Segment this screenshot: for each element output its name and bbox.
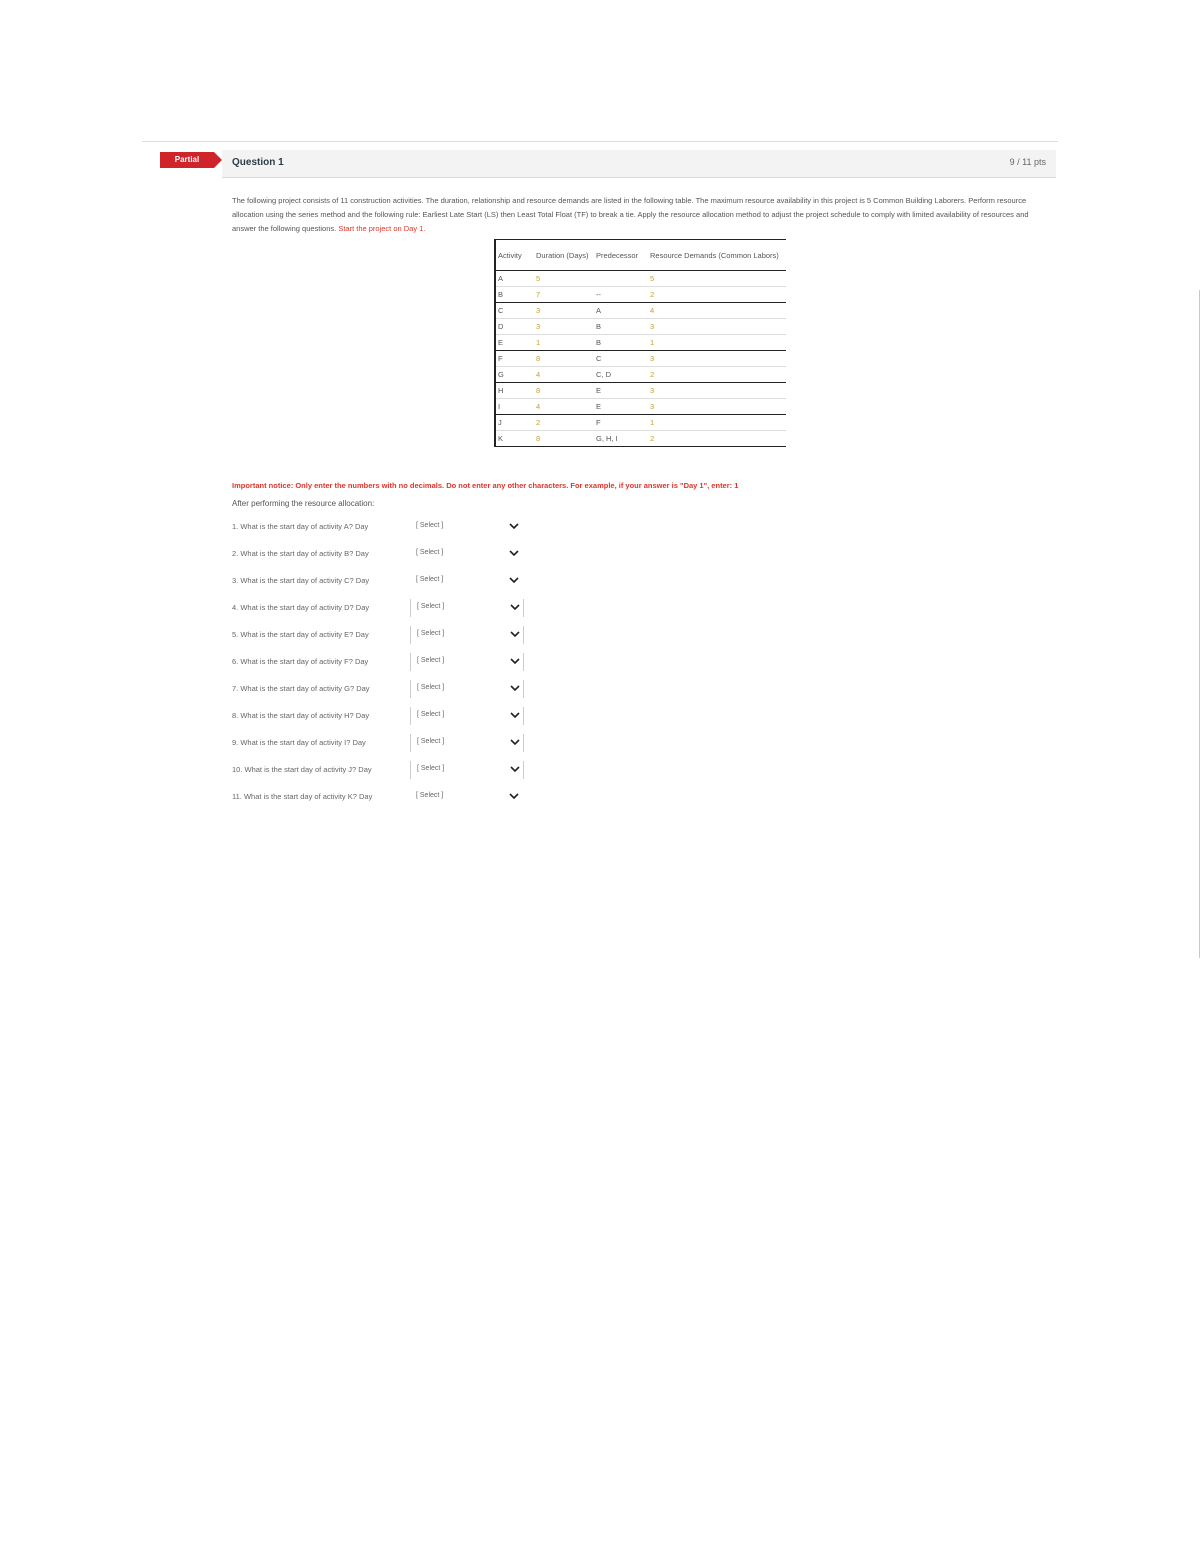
intro-highlight: Start the project on Day 1. (338, 224, 426, 233)
cell-duration: 8 (534, 431, 594, 447)
question-points: 9 / 11 pts (1009, 157, 1046, 167)
chevron-down-icon (508, 521, 520, 531)
cell-duration: 1 (534, 335, 594, 351)
cell-activity: B (495, 287, 534, 303)
chevron-down-icon (508, 791, 520, 801)
select-placeholder: [ Select ] (417, 603, 445, 610)
cell-resource: 2 (648, 431, 786, 447)
question-label: 5. What is the start day of activity E? Day (232, 630, 369, 639)
question-row (232, 761, 532, 781)
question-label: 6. What is the start day of activity F? Day (232, 657, 369, 666)
start-day-select[interactable] (410, 518, 522, 536)
question-label: 10. What is the start day of activity J? Day (232, 765, 372, 774)
question-body (232, 194, 1044, 801)
table-row (495, 303, 786, 319)
cell-duration: 2 (534, 415, 594, 431)
select-placeholder: [ Select ] (417, 630, 445, 637)
select-placeholder: [ Select ] (416, 522, 444, 529)
cell-predecessor: A (594, 303, 648, 319)
cell-predecessor: B (594, 319, 648, 335)
start-day-select[interactable] (410, 788, 522, 806)
question-row (232, 518, 532, 538)
header-resource: Resource Demands (Common Labors) (648, 240, 786, 271)
chevron-down-icon (509, 764, 521, 774)
question-row (232, 599, 532, 619)
question-header (222, 150, 1056, 178)
cell-predecessor: B (594, 335, 648, 351)
cell-duration: 8 (534, 383, 594, 399)
cell-resource: 4 (648, 303, 786, 319)
chevron-down-icon (508, 548, 520, 558)
cell-duration: 3 (534, 303, 594, 319)
question-label: 9. What is the start day of activity I? Day (232, 738, 366, 747)
table-row (495, 287, 786, 303)
cell-predecessor: E (594, 383, 648, 399)
cell-duration: 4 (534, 367, 594, 383)
cell-resource: 1 (648, 335, 786, 351)
question-intro (232, 194, 1044, 236)
cell-activity: G (495, 367, 534, 383)
start-day-select[interactable] (410, 761, 524, 779)
cell-activity: F (495, 351, 534, 367)
header-duration: Duration (Days) (534, 240, 594, 271)
question-title: Question 1 (232, 157, 284, 168)
cell-resource: 5 (648, 271, 786, 287)
select-placeholder: [ Select ] (416, 576, 444, 583)
cell-predecessor: E (594, 399, 648, 415)
cell-predecessor (594, 271, 648, 287)
select-placeholder: [ Select ] (416, 792, 444, 799)
table-row (495, 271, 786, 287)
cell-duration: 3 (534, 319, 594, 335)
table-row (495, 335, 786, 351)
cell-activity: A (495, 271, 534, 287)
select-placeholder: [ Select ] (417, 711, 445, 718)
table-row (495, 431, 786, 447)
question-row (232, 545, 532, 565)
question-row (232, 707, 532, 727)
table-header-row (495, 240, 786, 271)
cell-resource: 1 (648, 415, 786, 431)
question-row (232, 788, 532, 808)
select-placeholder: [ Select ] (417, 657, 445, 664)
partial-badge: Partial (160, 152, 214, 168)
after-allocation-label: After performing the resource allocation: (232, 499, 375, 508)
intro-text: The following project consists of 11 construction activities. The duration, relationship and resource demands are listed in the following table. The maximum resource availability in this project is 5 Common Building Laborers. Perform resource allocation using the series method and the following rule: Earliest Late Start (LS) then Least Total Float (TF) to break a tie. Apply the resource allocation method to adjust the project schedule to comply with limited availability of resources and answer the following questions. (232, 196, 1029, 233)
table-row (495, 319, 786, 335)
question-label: 11. What is the start day of activity K? Day (232, 792, 373, 801)
cell-activity: H (495, 383, 534, 399)
table-row (495, 351, 786, 367)
cell-activity: I (495, 399, 534, 415)
cell-activity: K (495, 431, 534, 447)
chevron-down-icon (509, 656, 521, 666)
table-row (495, 383, 786, 399)
chevron-down-icon (509, 737, 521, 747)
quiz-question-card (142, 141, 1058, 817)
table-row (495, 399, 786, 415)
question-row (232, 572, 532, 592)
question-label: 4. What is the start day of activity D? Day (232, 603, 370, 612)
table-row (495, 415, 786, 431)
start-day-select[interactable] (410, 599, 524, 617)
question-label: 2. What is the start day of activity B? Day (232, 549, 369, 558)
cell-duration: 4 (534, 399, 594, 415)
start-day-select[interactable] (410, 680, 524, 698)
start-day-select[interactable] (410, 572, 522, 590)
cell-duration: 8 (534, 351, 594, 367)
chevron-down-icon (508, 575, 520, 585)
chevron-down-icon (509, 602, 521, 612)
start-day-select[interactable] (410, 545, 522, 563)
cell-predecessor: -- (594, 287, 648, 303)
activity-table (494, 239, 786, 447)
cell-activity: E (495, 335, 534, 351)
question-label: 7. What is the start day of activity G? Day (232, 684, 370, 693)
cell-predecessor: F (594, 415, 648, 431)
start-day-select[interactable] (410, 653, 524, 671)
chevron-down-icon (509, 710, 521, 720)
cell-resource: 3 (648, 399, 786, 415)
select-placeholder: [ Select ] (417, 738, 445, 745)
select-placeholder: [ Select ] (417, 684, 445, 691)
cell-resource: 3 (648, 383, 786, 399)
cell-activity: J (495, 415, 534, 431)
cell-predecessor: C, D (594, 367, 648, 383)
start-day-select[interactable] (410, 734, 524, 752)
question-row (232, 626, 532, 646)
question-label: 8. What is the start day of activity H? Day (232, 711, 370, 720)
chevron-down-icon (509, 629, 521, 639)
question-label: 3. What is the start day of activity C? Day (232, 576, 370, 585)
question-row (232, 653, 532, 673)
cell-resource: 2 (648, 287, 786, 303)
start-day-select[interactable] (410, 707, 524, 725)
start-day-select[interactable] (410, 626, 524, 644)
select-placeholder: [ Select ] (416, 549, 444, 556)
cell-activity: C (495, 303, 534, 319)
question-label: 1. What is the start day of activity A? Day (232, 522, 369, 531)
chevron-down-icon (509, 683, 521, 693)
table-row (495, 367, 786, 383)
cell-activity: D (495, 319, 534, 335)
cell-resource: 3 (648, 319, 786, 335)
cell-predecessor: G, H, I (594, 431, 648, 447)
header-predecessor: Predecessor (594, 240, 648, 271)
important-notice: Important notice: Only enter the numbers with no decimals. Do not enter any other characters. For example, if your answer is "Day 1", enter: 1 (232, 481, 739, 490)
question-row (232, 734, 532, 754)
cell-duration: 5 (534, 271, 594, 287)
cell-resource: 2 (648, 367, 786, 383)
header-activity: Activity (495, 240, 534, 271)
question-row (232, 680, 532, 700)
cell-resource: 3 (648, 351, 786, 367)
cell-duration: 7 (534, 287, 594, 303)
cell-predecessor: C (594, 351, 648, 367)
select-placeholder: [ Select ] (417, 765, 445, 772)
